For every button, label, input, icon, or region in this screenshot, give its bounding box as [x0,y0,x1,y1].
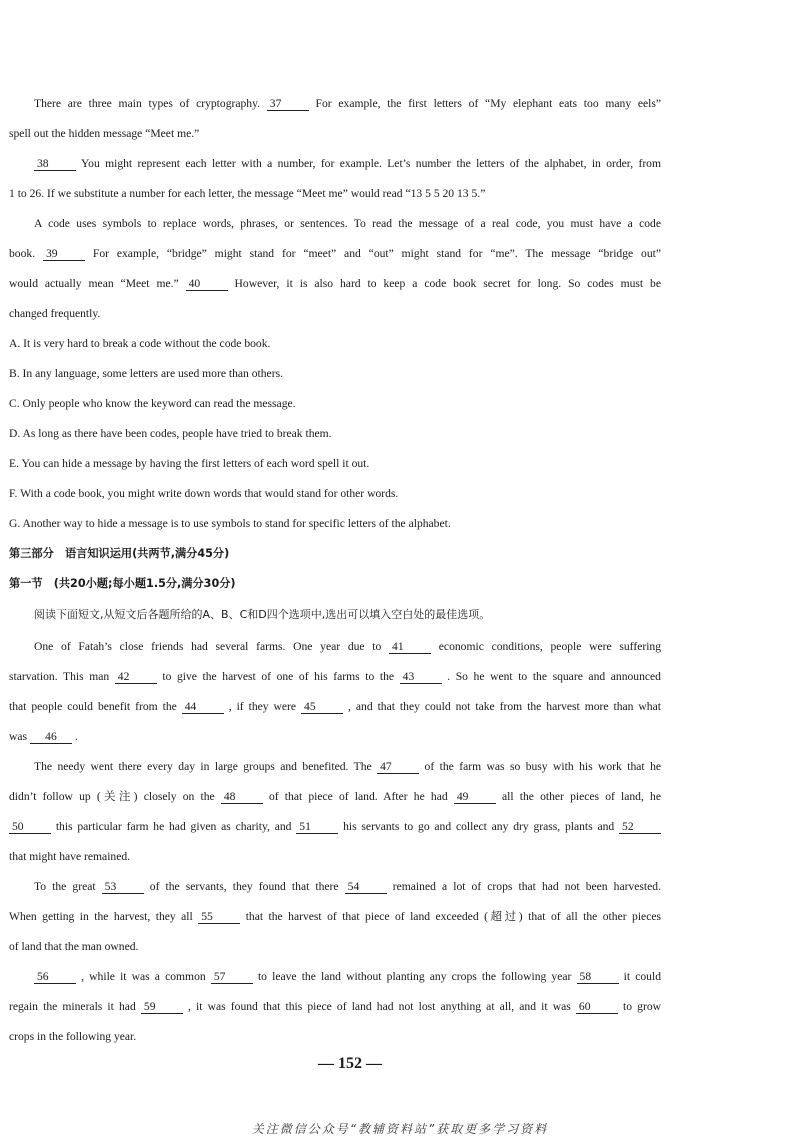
answer-blank: 43 [400,670,442,684]
answer-blank: 48 [221,790,263,804]
text-line: changed frequently. [9,307,101,320]
answer-blank: 54 [345,880,387,894]
text: economic conditions, people were suffering [438,640,662,653]
text: of the servants, they found that there [149,880,339,893]
text: There are three main types of cryptography. [34,97,261,110]
text: to leave the land without planting any crops the following year [257,970,572,983]
answer-blank: 51 [296,820,338,834]
text: that people could benefit from the [9,700,177,713]
section-title: 第三部分 语言知识运用(共两节,满分45分) [9,547,230,560]
text-line [34,157,661,171]
text-line [9,670,661,684]
text: , and that they could not take from the harvest more than what [348,700,661,713]
text-line: A code uses symbols to replace words, phrases, or sentences. To read the message of a real code, you must have a code [34,217,661,230]
text: starvation. This man [9,670,110,683]
text-line [9,700,661,714]
text: , if they were [228,700,297,713]
text-line [34,640,661,654]
answer-blank: 39 [43,247,85,261]
text: regain the minerals it had [9,1000,136,1013]
answer-blank: 59 [141,1000,183,1014]
text-line [9,910,661,924]
answer-blank: 55 [198,910,240,924]
footer-note: 关注微信公众号“教辅资料站”获取更多学习资料 [251,1122,549,1136]
text-line [34,970,661,984]
text: For example, the first letters of “My elephant eats too many eels” [315,97,662,110]
text-line [9,790,661,804]
text: didn’t follow up (关注) closely on the [9,790,215,803]
answer-blank: 46 [30,730,72,744]
text-line [9,277,661,291]
answer-blank: 60 [576,1000,618,1014]
answer-blank: 44 [182,700,224,714]
option-f: F. With a code book, you might write down words that would stand for other words. [9,487,399,500]
text: to grow [623,1000,662,1013]
text-line: crops in the following year. [9,1030,137,1043]
answer-blank: 58 [577,970,619,984]
text: , it was found that this piece of land had not lost anything at all, and it was [188,1000,571,1013]
text: For example, “bridge” might stand for “meet” and “out” might stand for “me”. The message “bridge out” [92,247,662,260]
text-line [34,97,661,111]
answer-blank: 52 [619,820,661,834]
text-line [9,1000,661,1014]
option-c: C. Only people who know the keyword can read the message. [9,397,296,410]
text: , while it was a common [81,970,206,983]
answer-blank: 49 [454,790,496,804]
subsection-title: 第一节 (共20小题;每小题1.5分,满分30分) [9,577,236,590]
answer-blank: 57 [211,970,253,984]
text: However, it is also hard to keep a code book secret for long. So codes must be [234,277,661,290]
text: this particular farm he had given as charity, and [55,820,292,833]
text: it could [623,970,661,983]
answer-blank: 53 [102,880,144,894]
text-line [34,880,661,894]
text: book. [9,247,36,260]
text: would actually mean “Meet me.” [9,277,179,290]
text: all the other pieces of land, he [502,790,661,803]
page-number: — 152 — [318,1055,382,1072]
option-g: G. Another way to hide a message is to use symbols to stand for specific letters of the alphabet. [9,517,451,530]
option-d: D. As long as there have been codes, people have tried to break them. [9,427,332,440]
text-line: that might have remained. [9,850,131,863]
text: remained a lot of crops that had not been harvested. [392,880,661,893]
text: his servants to go and collect any dry grass, plants and [343,820,615,833]
text: To the great [34,880,96,893]
text: The needy went there every day in large groups and benefited. The [34,760,372,773]
answer-blank: 41 [389,640,431,654]
instruction-text: 阅读下面短文,从短文后各题所给的A、B、C和D四个选项中,选出可以填入空白处的最佳选项。 [34,608,491,621]
option-b: B. In any language, some letters are used more than others. [9,367,283,380]
text-line [34,760,661,774]
answer-blank: 42 [115,670,157,684]
text: was [9,730,28,743]
text-line [9,247,661,261]
text: One of Fatah’s close friends had several farms. One year due to [34,640,382,653]
text-line [9,820,661,834]
text-line: of land that the man owned. [9,940,139,953]
answer-blank: 56 [34,970,76,984]
answer-blank: 38 [34,157,76,171]
text-line: 1 to 26. If we substitute a number for each letter, the message “Meet me” would read “13 5 5 20 13 5.” [9,187,486,200]
text: of that piece of land. After he had [268,790,448,803]
option-a: A. It is very hard to break a code without the code book. [9,337,271,350]
option-e: E. You can hide a message by having the first letters of each word spell it out. [9,457,370,470]
text: that the harvest of that piece of land exceeded (超过) that of all the other pieces [245,910,662,923]
text: You might represent each letter with a number, for example. Let’s number the letters of the alphabet, in order, from [80,157,661,170]
answer-blank: 50 [9,820,51,834]
answer-blank: 37 [267,97,309,111]
text: . [74,730,78,743]
text-line: spell out the hidden message “Meet me.” [9,127,200,140]
answer-blank: 40 [186,277,228,291]
answer-blank: 47 [377,760,419,774]
text: When getting in the harvest, they all [9,910,193,923]
text-line [9,730,661,744]
answer-blank: 45 [301,700,343,714]
text: of the farm was so busy with his work that he [424,760,662,773]
text: . So he went to the square and announced [447,670,661,683]
text: to give the harvest of one of his farms to the [162,670,395,683]
